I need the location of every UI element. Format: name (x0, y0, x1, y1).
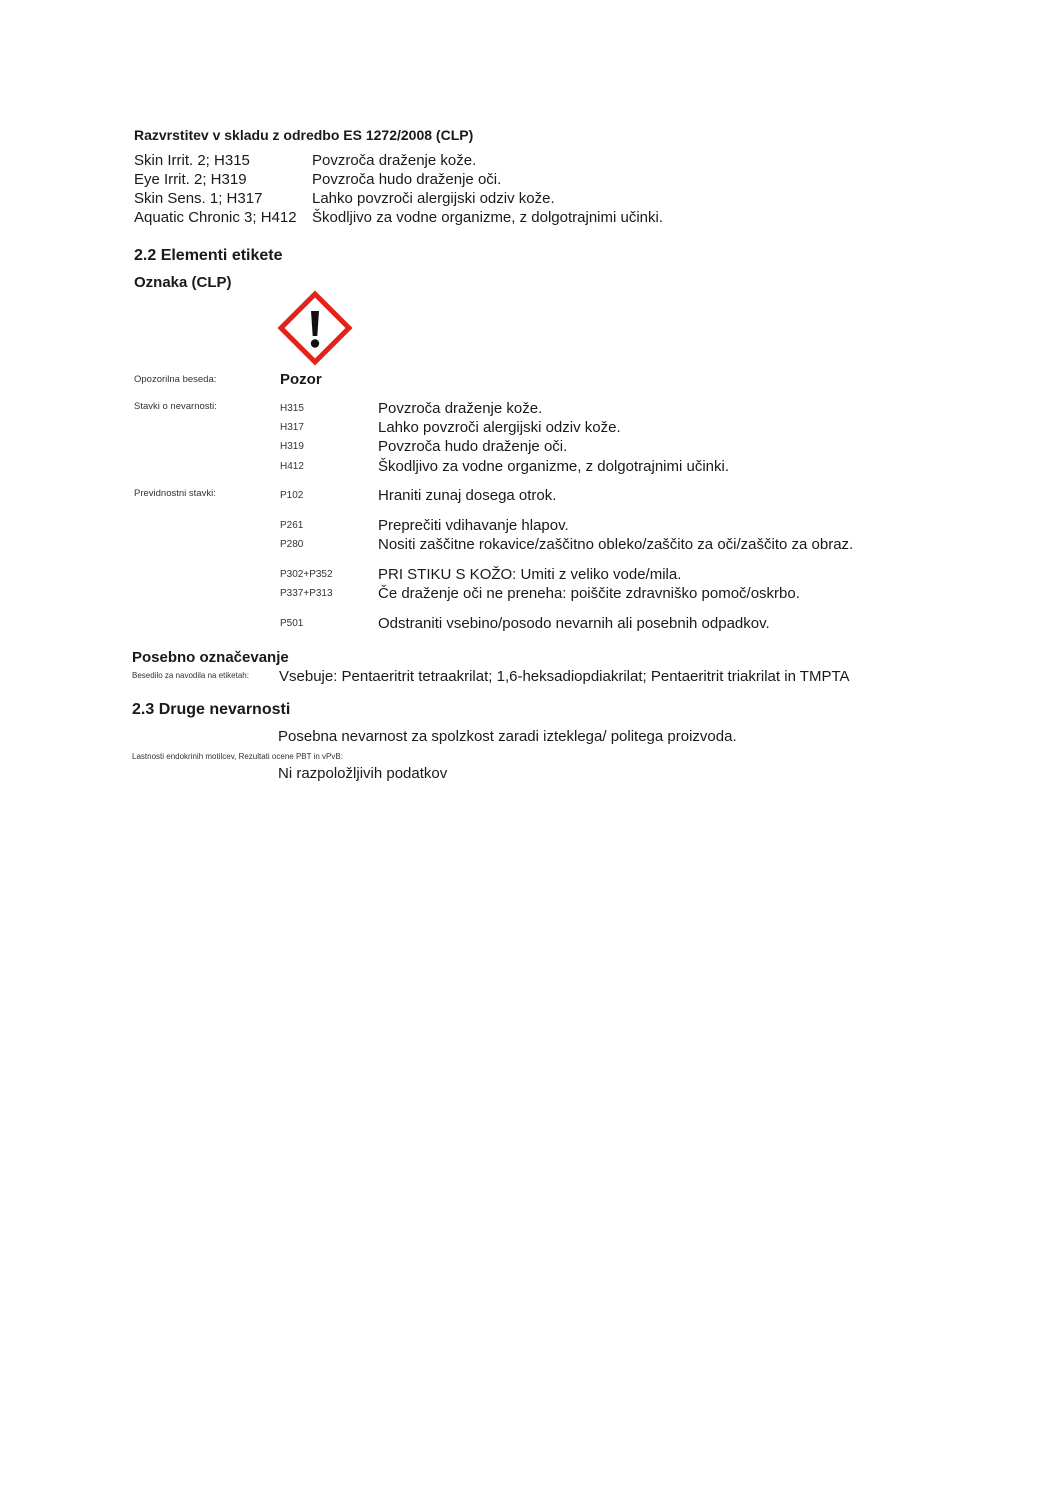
classification-code: Skin Sens. 1; H317 (134, 190, 263, 207)
ghs07-exclamation-icon (277, 290, 353, 366)
precaution-text: Če draženje oči ne preneha: poiščite zdravniško pomoč/oskrbo. (378, 585, 800, 602)
precaution-code: P302+P352 (280, 569, 333, 580)
precaution-text: PRI STIKU S KOŽO: Umiti z veliko vode/mila. (378, 566, 682, 583)
hazard-text: Povzroča draženje kože. (378, 400, 543, 417)
signal-word-label: Opozorilna beseda: (134, 374, 217, 385)
hazard-code: H319 (280, 441, 304, 452)
special-labelling-heading: Posebno označevanje (132, 649, 289, 666)
classification-code: Eye Irrit. 2; H319 (134, 171, 247, 188)
classification-heading: Razvrstitev v skladu z odredbo ES 1272/2008 (CLP) (134, 127, 474, 143)
precaution-code: P337+P313 (280, 588, 333, 599)
classification-text: Povzroča hudo draženje oči. (312, 171, 502, 188)
precaution-code: P261 (280, 520, 304, 531)
clp-marking-subheading: Oznaka (CLP) (134, 274, 232, 291)
precaution-text: Hraniti zunaj dosega otrok. (378, 487, 557, 504)
precaution-text: Preprečiti vdihavanje hlapov. (378, 517, 569, 534)
hazard-code: H412 (280, 461, 304, 472)
classification-code: Skin Irrit. 2; H315 (134, 152, 250, 169)
hazard-code: H317 (280, 422, 304, 433)
classification-text: Povzroča draženje kože. (312, 152, 477, 169)
endocrine-pbt-value: Ni razpoložljivih podatkov (278, 765, 448, 782)
hazard-statements-label: Stavki o nevarnosti: (134, 401, 217, 412)
endocrine-pbt-label: Lastnosti endokrinih motilcev, Rezultati ocene PBT in vPvB: (132, 752, 343, 761)
classification-code: Aquatic Chronic 3; H412 (134, 209, 297, 226)
hazard-text: Lahko povzroči alergijski odziv kože. (378, 419, 621, 436)
precaution-text: Nositi zaščitne rokavice/zaščitno obleko/zaščito za oči/zaščito za obraz. (378, 536, 854, 553)
hazard-text: Povzroča hudo draženje oči. (378, 438, 568, 455)
precaution-code: P280 (280, 539, 304, 550)
hazard-text: Škodljivo za vodne organizme, z dolgotrajnimi učinki. (378, 458, 730, 475)
precaution-text: Odstraniti vsebino/posodo nevarnih ali posebnih odpadkov. (378, 615, 770, 632)
hazard-code: H315 (280, 403, 304, 414)
classification-text: Škodljivo za vodne organizme, z dolgotrajnimi učinki. (312, 209, 664, 226)
label-elements-heading: 2.2 Elementi etikete (134, 247, 283, 264)
precaution-code: P102 (280, 490, 304, 501)
special-labelling-text: Vsebuje: Pentaeritrit tetraakrilat; 1,6-heksadiopdiakrilat; Pentaeritrit triakrilat in TMPTA (279, 668, 850, 685)
special-labelling-label: Besedilo za navodila na etiketah: (132, 671, 249, 680)
signal-word: Pozor (280, 371, 322, 388)
other-hazards-heading: 2.3 Druge nevarnosti (132, 701, 291, 718)
other-hazards-text: Posebna nevarnost za spolzkost zaradi izteklega/ politega proizvoda. (278, 728, 737, 745)
precaution-code: P501 (280, 618, 304, 629)
precautionary-statements-label: Previdnostni stavki: (134, 488, 216, 499)
classification-text: Lahko povzroči alergijski odziv kože. (312, 190, 555, 207)
